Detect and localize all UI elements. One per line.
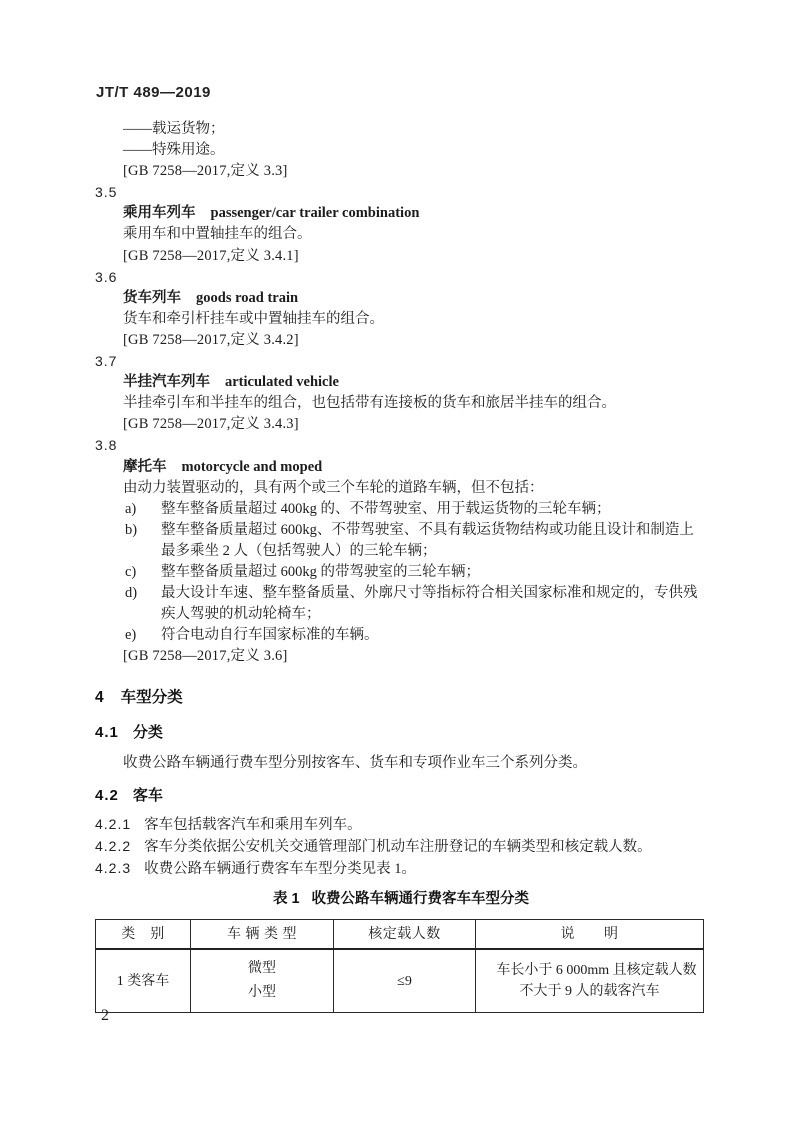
cell-capacity: ≤9 (334, 949, 476, 1013)
term-line-3-8 (95, 457, 707, 478)
paragraph-text: 客车分类依据公安机关交通管理部门机动车注册登记的车辆类型和核定载人数。 (144, 838, 652, 855)
definition-source: [GB 7258—2017,定义 3.3] (123, 163, 288, 180)
cell-category: 1 类客车 (96, 949, 191, 1013)
definition-source: [GB 7258—2017,定义 3.4.1] (123, 247, 299, 264)
doc-code-header: JT/T 489—2019 (96, 84, 211, 101)
section-number: 4.1 (95, 723, 119, 741)
term-zh: 半挂汽车列车 (123, 374, 210, 391)
section-number: 4.2 (95, 786, 119, 804)
vehicle-type-line: 微型 (248, 961, 276, 977)
clause-number-3-8: 3.8 (95, 437, 118, 454)
list-item-text: 整车整备质量超过 600kg 的带驾驶室的三轮车辆； (161, 563, 480, 580)
paragraph-4-2-2 (95, 836, 707, 858)
definition-text: 货车和牵引杆挂车或中置轴挂车的组合。 (123, 310, 384, 327)
term-en: goods road train (196, 289, 299, 306)
clause-number-3-6: 3.6 (95, 268, 118, 285)
list-item-text: 符合电动自行车国家标准的车辆。 (161, 627, 379, 644)
exclusion-item-b (95, 520, 707, 562)
list-item-text: 整车整备质量超过 600kg、不带驾驶室、不具有载运货物结构或功能且设计和制造上最多乘坐 2 人（包括驾驶人）的三轮车辆； (161, 521, 694, 559)
table-header-row (96, 920, 704, 950)
term-zh: 货车列车 (123, 289, 181, 306)
paragraph-4-2-3 (95, 858, 707, 880)
column-header-description: 说 明 (476, 920, 704, 950)
list-marker: c) (125, 563, 137, 580)
dash-list-item: ——特殊用途。 (123, 142, 225, 159)
chapter-4-heading (95, 687, 707, 708)
definition-text: 由动力装置驱动的，具有两个或三个车轮的道路车辆，但不包括： (123, 479, 544, 496)
paragraph-text: 收费公路车辆通行费客车车型分类见表 1。 (144, 861, 417, 877)
definition-text: 半挂牵引车和半挂车的组合，也包括带有连接板的货车和旅居半挂车的组合。 (123, 395, 616, 412)
definition-source: [GB 7258—2017,定义 3.6] (123, 648, 288, 665)
term-zh: 摩托车 (123, 458, 167, 475)
table-row-class1 (96, 949, 704, 1013)
section-4-1-heading (95, 722, 707, 743)
section-title: 分类 (132, 723, 163, 741)
list-marker: d) (125, 585, 138, 602)
term-en: articulated vehicle (225, 374, 339, 391)
paragraph-number: 4.2.3 (95, 860, 132, 876)
description-text: 车长小于 6 000mm 且核定载人数不大于 9 人的载客汽车 (496, 963, 697, 1000)
column-header-category: 类 别 (96, 920, 191, 950)
paragraph-text: 客车包括载客汽车和乘用车列车。 (144, 816, 362, 833)
list-item-text: 最大设计车速、整车整备质量、外廓尺寸等指标符合相关国家标准和规定的，专供残疾人驾驶的机动轮椅车； (161, 585, 698, 623)
definition-source: [GB 7258—2017,定义 3.4.3] (123, 416, 299, 433)
exclusion-item-e (95, 625, 707, 646)
vehicle-classification-table (95, 919, 704, 1013)
chapter-title: 车型分类 (120, 689, 183, 707)
term-line-3-5 (95, 203, 707, 224)
section-4-1-paragraph: 收费公路车辆通行费车型分别按客车、货车和专项作业车三个系列分类。 (123, 754, 587, 771)
exclusion-item-a (95, 499, 707, 520)
term-line-3-7 (95, 372, 707, 393)
column-header-capacity: 核定载人数 (334, 920, 476, 950)
list-marker: a) (125, 500, 137, 517)
paragraph-number: 4.2.2 (95, 837, 132, 854)
definition-source: [GB 7258—2017,定义 3.4.2] (123, 331, 299, 348)
paragraph-number: 4.2.1 (95, 815, 132, 832)
term-en: motorcycle and moped (181, 458, 323, 475)
term-en: passenger/car trailer combination (210, 205, 420, 222)
cell-vehicle-type (191, 949, 334, 1013)
list-marker: b) (125, 521, 138, 538)
dash-list-item: ——载运货物； (123, 121, 225, 137)
section-title: 客车 (132, 786, 163, 804)
exclusion-item-d (95, 583, 707, 625)
cell-description (476, 949, 704, 1013)
table-1-title (95, 889, 707, 910)
list-item-text: 整车整备质量超过 400kg 的、不带驾驶室、用于载运货物的三轮车辆； (161, 500, 611, 517)
page-body (95, 119, 707, 1013)
column-header-vehicle-type: 车 辆 类 型 (191, 920, 334, 950)
chapter-number: 4 (95, 689, 105, 707)
definition-text: 乘用车和中置轴挂车的组合。 (123, 226, 312, 243)
term-zh: 乘用车列车 (123, 205, 196, 222)
section-4-2-heading (95, 785, 707, 806)
table-title-text: 收费公路车辆通行费客车车型分类 (311, 891, 530, 908)
clause-number-3-7: 3.7 (95, 353, 118, 370)
term-line-3-6 (95, 288, 707, 309)
table-number: 表 1 (272, 891, 300, 908)
page-number: 2 (101, 1007, 109, 1024)
paragraph-4-2-1 (95, 814, 707, 836)
list-marker: e) (125, 627, 137, 644)
clause-number-3-5: 3.5 (95, 184, 118, 201)
vehicle-type-line: 小型 (248, 985, 276, 1001)
exclusion-item-c (95, 562, 707, 583)
